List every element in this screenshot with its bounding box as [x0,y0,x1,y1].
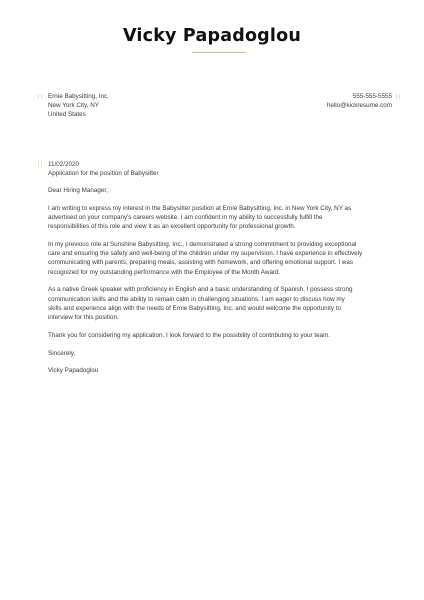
greeting-text: Dear Hiring Manager, [48,187,108,194]
paragraph-line: skills and experience align with the needs of Ernie Babysitting, Inc. and would welcome the opportunity to [48,304,341,312]
date-marker-icon [38,162,42,167]
letter-signature [48,366,384,375]
recipient-marker-icon [38,94,42,99]
paragraph-line: responsibilities of this role and view it as an excellent opportunity for professional growth. [48,223,296,231]
paragraph-line: As a native Greek speaker with proficiency in English and a basic understanding of Spanish, I possess strong [48,286,353,294]
paragraph-line: communication skills and the ability to remain calm in challenging situations. I am eager to discuss how my [48,295,345,303]
sender-email: hello@kickresume.com [326,102,392,110]
letter-closing [48,349,384,358]
paragraph-line: recognized for my outstanding performance with the Employee of the Month Award. [48,268,281,276]
letter-meta [48,160,159,178]
signature-text: Vicky Papadoglou [48,367,99,375]
recipient-country: United States [48,111,86,119]
recipient-company: Ernie Babysitting, Inc. [48,93,109,100]
name-underline [192,52,246,53]
recipient-address [48,92,109,120]
paragraph-line: care and ensuring the safety and well-being of the children under my supervision. I have experience in effectively [48,250,363,258]
paragraph-line: interview for this position. [48,314,119,322]
recipient-city: New York City, NY [48,102,99,110]
letter-greeting [48,186,384,195]
paragraph-line: advertised on your company's careers website. I am confident in my ability to successfully fulfill the [48,214,323,221]
sender-marker-icon [396,94,400,99]
closing-text: Sincerely, [48,349,76,357]
paragraph-line: communicating with parents, preparing meals, assisting with homework, and offering emotional support. I was [48,259,354,267]
letter-body [48,186,384,384]
paragraph-intro [48,204,384,232]
paragraph-skills [48,285,384,322]
applicant-name: Vicky Papadoglou [122,26,301,46]
letter-date: 11/02/2020 [48,161,80,168]
paragraph-experience [48,240,384,277]
sender-contact [327,92,392,110]
paragraph-line: Thank you for considering my application. I look forward to the possibility of contributing to your team. [48,331,331,339]
sender-phone: 555-555-5555 [352,93,392,100]
paragraph-line: I am writing to express my interest in the Babysitter position at Ernie Babysitting, Inc. in New York City, NY as [48,204,352,212]
paragraph-thanks [48,331,384,340]
letter-subject: Application for the position of Babysitter [48,170,159,178]
paragraph-line: In my previous role at Sunshine Babysitting, Inc., I demonstrated a strong commitment to providing exceptional [48,241,357,248]
